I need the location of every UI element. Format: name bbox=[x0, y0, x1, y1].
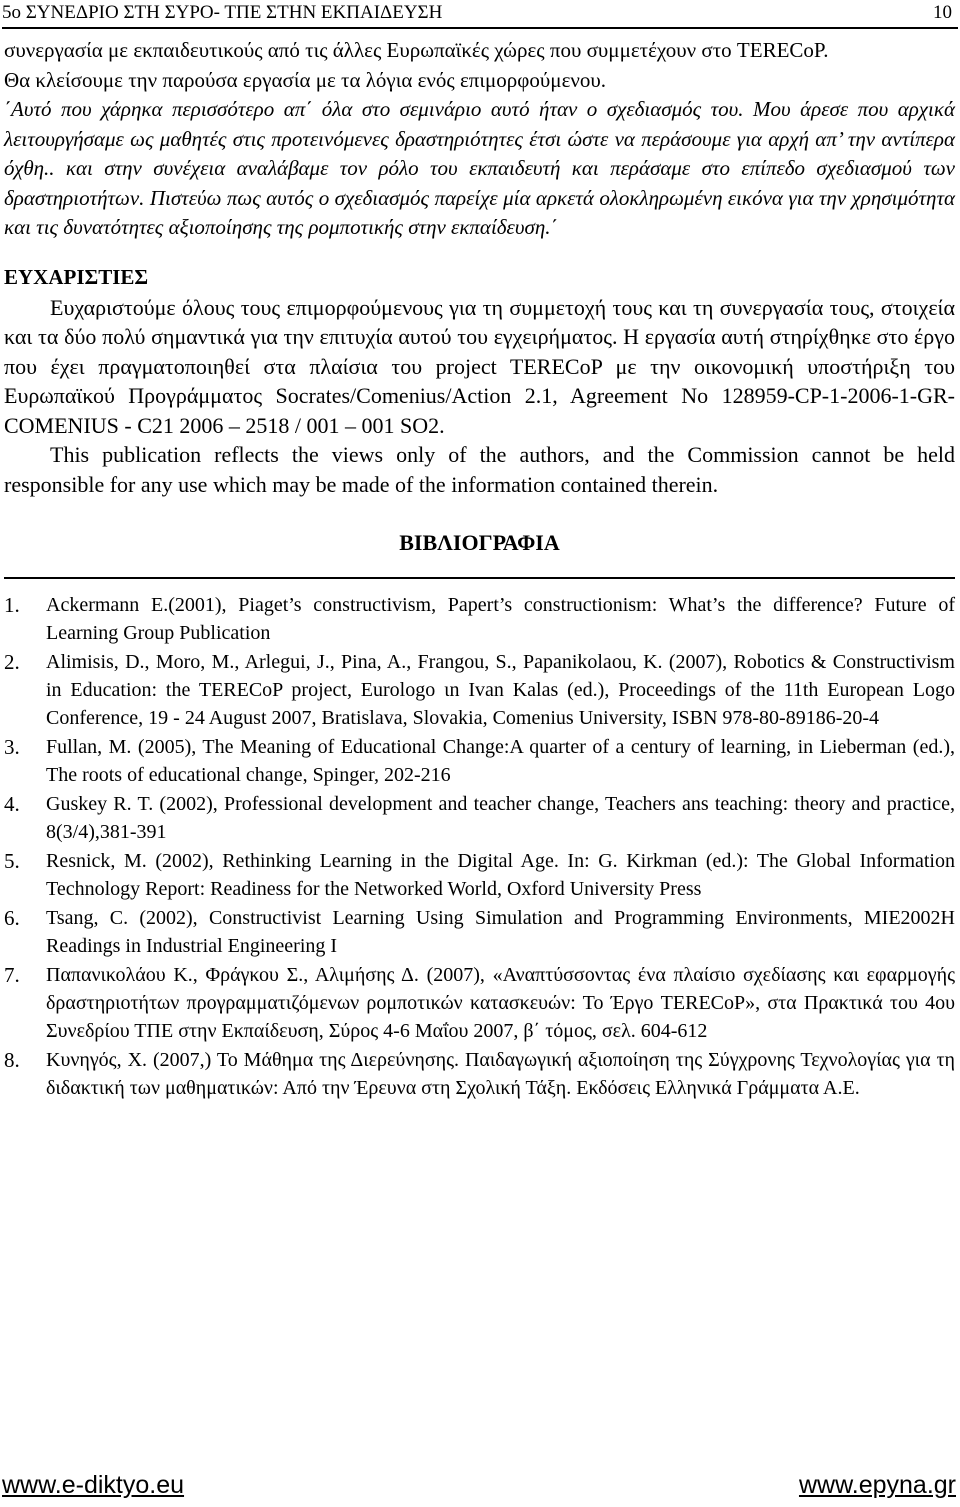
reference-text: Κυνηγός, Χ. (2007,) Το Μάθημα της Διερεύνησης. Παιδαγωγική αξιοποίηση της Σύγχρονης Τεχνολογίας για τη διδακτική των μαθηματικών: Από την Έρευνα στη Σχολική Τάξη. Εκδόσεις Ελληνικά Γράμματα Α.Ε. bbox=[46, 1049, 955, 1099]
reference-text: Alimisis, D., Moro, M., Arlegui, J., Pina, A., Frangou, S., Papanikolaou, K. (2007), Robotics & Constructivism in Education: the TERECoP project, Eurologo ιn Ivan Kalas (ed.), Proceedings of the 11th European Logo Conference, 19 - 24 August 2007, Bratislava, Slovakia, Comenius University, ISBN 978-80-89186-20-4 bbox=[46, 651, 955, 729]
reference-number: 8. bbox=[4, 1048, 20, 1072]
conference-title: 5ο ΣΥΝΕΔΡΙΟ ΣΤΗ ΣΥΡΟ- ΤΠΕ ΣΤΗΝ ΕΚΠΑΙΔΕΥΣΗ bbox=[2, 2, 443, 23]
disclaimer-paragraph: This publication reflects the views only of the authors, and the Commission cannot be held responsible for any use which may be made of the information contained therein. bbox=[4, 442, 955, 497]
reference-number: 5. bbox=[4, 849, 20, 873]
page-header bbox=[2, 2, 952, 30]
reference-number: 6. bbox=[4, 906, 20, 930]
reference-item bbox=[4, 847, 955, 903]
reference-number: 7. bbox=[4, 963, 20, 987]
reference-text: Παπανικολάου Κ., Φράγκου Σ., Αλιμήσης Δ. (2007), «Αναπτύσσοντας ένα πλαίσιο σχεδίασης και εφαρμογής δραστηριοτήτων προγραμματιζόμενων ρομποτικών κατασκευών: Το Έργο TERECoP», στα Πρακτικά του 4ου Συνεδρίου ΤΠΕ στην Εκπαίδευση, Σύρος 4-6 Μαΐου 2007, β΄ τόμος, σελ. 604-612 bbox=[46, 964, 955, 1042]
reference-number: 3. bbox=[4, 735, 20, 759]
reference-item bbox=[4, 591, 955, 647]
acknowledgements-heading: ΕΥΧΑΡΙΣΤΙΕΣ bbox=[4, 264, 149, 289]
reference-item bbox=[4, 790, 955, 846]
reference-item bbox=[4, 961, 955, 1045]
reference-text: Ackermann E.(2001), Piaget’s constructivism, Papert’s constructionism: What’s the difference? Future of Learning Group Publication bbox=[46, 594, 955, 644]
reference-item bbox=[4, 904, 955, 960]
reference-text: Guskey R. T. (2002), Professional development and teacher change, Teachers ans teaching: theory and practice, 8(3/4),381-391 bbox=[46, 793, 955, 843]
reference-list bbox=[4, 591, 955, 1102]
intro-closing-line: Θα κλείσουμε την παρούσα εργασία με τα λόγια ενός επιμορφούμενου. bbox=[4, 67, 607, 92]
reference-text: Resnick, M. (2002), Rethinking Learning in the Digital Age. In: G. Kirkman (ed.): The Global Information Technology Report: Readiness for the Networked World, Oxford University Press bbox=[46, 850, 955, 900]
page-content bbox=[4, 36, 955, 1103]
reference-number: 2. bbox=[4, 650, 20, 674]
reference-text: Fullan, M. (2005), The Meaning of Educational Change:A quarter of a century of learning, in Lieberman (ed.), The roots of educational change, Spinger, 202-216 bbox=[46, 736, 955, 786]
reference-number: 4. bbox=[4, 792, 20, 816]
epyna-link[interactable]: www.epyna.gr bbox=[798, 1471, 956, 1499]
bibliography-rule bbox=[4, 577, 955, 579]
bibliography-heading: ΒΙΒΛΙΟΓΡΑΦΙΑ bbox=[399, 530, 560, 555]
reference-item bbox=[4, 1046, 955, 1102]
header-rule bbox=[2, 27, 958, 29]
page-number: 10 bbox=[933, 2, 952, 23]
trainee-quote: ΄Αυτό που χάρηκα περισσότερο απ΄ όλα στο σεμινάριο αυτό ήταν ο σχεδιασμός του. Μου άρεσε που αρχικά λειτουργήσαμε ως μαθητές στις προτεινόμενες δραστηριότητες έτσι ώστε να περάσουμε για αρχή απ’ την αντίπερα όχθη.. και στην συνέχεια αναλάβαμε τον ρόλο του εκπαιδευτή και περάσαμε στο επίπεδο σχεδιασμού των δραστηριοτήτων. Πιστεύω πως αυτός ο σχεδιασμός παρείχε μία αρκετά ολοκληρωμένη εικόνα για την χρησιμότητα και τις δυνατότητες αξιοποίησης της ρομποτικής στην εκπαίδευση.΄ bbox=[4, 97, 955, 239]
acknowledgements-paragraph: Ευχαριστούμε όλους τους επιμορφούμενους για τη συμμετοχή τους και τη συνεργασία τους, στοιχεία και τα δύο πολύ σημαντικά για την επιτυχία αυτού του εγχειρήματος. Η εργασία αυτή στηρίχθηκε στο έργο που έχει πραγματοποιηθεί στα πλαίσια του project TERECoP με την οικονομική υποστήριξη του Ευρωπαϊκού Προγράμματος Socrates/Comenius/Action 2.1, Agreement No 128959-CP-1-2006-1-GR-COMENIUS - C21 2006 – 2518 / 001 – 001 SO2. bbox=[4, 294, 955, 438]
reference-number: 1. bbox=[4, 593, 20, 617]
reference-item bbox=[4, 648, 955, 732]
ediktyo-link[interactable]: www.e-diktyo.eu bbox=[2, 1471, 185, 1499]
page-footer bbox=[2, 1470, 956, 1504]
intro-continuation: συνεργασία με εκπαιδευτικούς από τις άλλες Ευρωπαϊκές χώρες που συμμετέχουν στο TERECoP. bbox=[4, 38, 829, 62]
reference-item bbox=[4, 733, 955, 789]
reference-text: Tsang, C. (2002), Constructivist Learning Using Simulation and Programming Environments, MIE2002H Readings in Industrial Engineering I bbox=[46, 907, 955, 957]
